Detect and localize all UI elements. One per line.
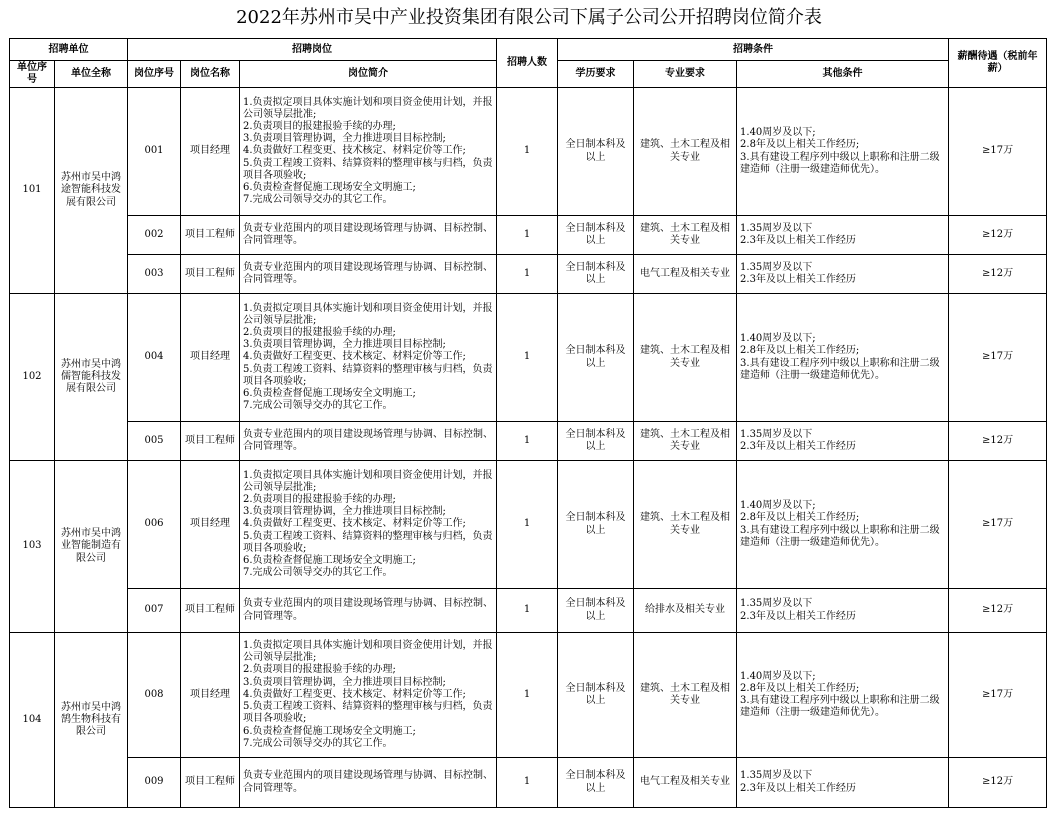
salary: ≥17万 bbox=[949, 461, 1047, 589]
education: 全日制本科及以上 bbox=[558, 88, 634, 216]
pos-name: 项目经理 bbox=[181, 461, 240, 589]
pos-desc: 1.负责拟定项目具体实施计划和项目资金使用计划，并报公司领导层批准; 2.负责项目的报建报验手续的办理; 3.负责项目管理协调，全力推进项目目标控制; 4.负责做好工程变更、技术核定、材料定价等工作; 5.负责工程竣工资料、结算资料的整理审核与归档，负责项目各项验收; 6.负责检查督促施工现场安全文明施工; 7.完成公司领导交办的其它工作。 bbox=[240, 461, 497, 589]
pos-no: 008 bbox=[128, 633, 181, 758]
pos-desc: 负责专业范围内的项目建设现场管理与协调、目标控制、合同管理等。 bbox=[240, 758, 497, 808]
table-row bbox=[10, 294, 1047, 422]
table-row bbox=[10, 589, 1047, 633]
headcount: 1 bbox=[497, 294, 558, 422]
education: 全日制本科及以上 bbox=[558, 461, 634, 589]
pos-desc: 负责专业范围内的项目建设现场管理与协调、目标控制、合同管理等。 bbox=[240, 216, 497, 255]
table-row bbox=[10, 758, 1047, 808]
pos-name: 项目经理 bbox=[181, 294, 240, 422]
pos-no: 005 bbox=[128, 422, 181, 461]
education: 全日制本科及以上 bbox=[558, 758, 634, 808]
pos-name: 项目工程师 bbox=[181, 255, 240, 294]
pos-no: 004 bbox=[128, 294, 181, 422]
header-position-group: 招聘岗位 bbox=[128, 39, 497, 61]
unit-name: 苏州市吴中鸿业智能制造有限公司 bbox=[55, 461, 128, 633]
header-salary: 薪酬待遇（税前年薪） bbox=[949, 39, 1047, 88]
pos-desc: 负责专业范围内的项目建设现场管理与协调、目标控制、合同管理等。 bbox=[240, 589, 497, 633]
education: 全日制本科及以上 bbox=[558, 255, 634, 294]
pos-no: 002 bbox=[128, 216, 181, 255]
header-education: 学历要求 bbox=[558, 61, 634, 88]
pos-desc: 负责专业范围内的项目建设现场管理与协调、目标控制、合同管理等。 bbox=[240, 422, 497, 461]
pos-desc: 1.负责拟定项目具体实施计划和项目资金使用计划，并报公司领导层批准; 2.负责项目的报建报验手续的办理; 3.负责项目管理协调，全力推进项目目标控制; 4.负责做好工程变更、技术核定、材料定价等工作; 5.负责工程竣工资料、结算资料的整理审核与归档，负责项目各项验收; 6.负责检查督促施工现场安全文明施工; 7.完成公司领导交办的其它工作。 bbox=[240, 88, 497, 216]
other-conditions: 1.40周岁及以下; 2.8年及以上相关工作经历; 3.具有建设工程序列中级以上职称和注册二级建造师（注册一级建造师优先）。 bbox=[737, 633, 949, 758]
header-headcount: 招聘人数 bbox=[497, 39, 558, 88]
major: 建筑、土木工程及相关专业 bbox=[634, 88, 737, 216]
other-conditions: 1.35周岁及以下 2.3年及以上相关工作经历 bbox=[737, 422, 949, 461]
pos-no: 007 bbox=[128, 589, 181, 633]
salary: ≥12万 bbox=[949, 589, 1047, 633]
page-title: 2022年苏州市吴中产业投资集团有限公司下属子公司公开招聘岗位简介表 bbox=[236, 7, 822, 28]
pos-desc: 1.负责拟定项目具体实施计划和项目资金使用计划，并报公司领导层批准; 2.负责项目的报建报验手续的办理; 3.负责项目管理协调，全力推进项目目标控制; 4.负责做好工程变更、技术核定、材料定价等工作; 5.负责工程竣工资料、结算资料的整理审核与归档，负责项目各项验收; 6.负责检查督促施工现场安全文明施工; 7.完成公司领导交办的其它工作。 bbox=[240, 633, 497, 758]
headcount: 1 bbox=[497, 461, 558, 589]
pos-desc: 1.负责拟定项目具体实施计划和项目资金使用计划，并报公司领导层批准; 2.负责项目的报建报验手续的办理; 3.负责项目管理协调，全力推进项目目标控制; 4.负责做好工程变更、技术核定、材料定价等工作; 5.负责工程竣工资料、结算资料的整理审核与归档，负责项目各项验收; 6.负责检查督促施工现场安全文明施工; 7.完成公司领导交办的其它工作。 bbox=[240, 294, 497, 422]
other-conditions: 1.35周岁及以下 2.3年及以上相关工作经历 bbox=[737, 255, 949, 294]
header-unit-name: 单位全称 bbox=[55, 61, 128, 88]
major: 电气工程及相关专业 bbox=[634, 758, 737, 808]
pos-name: 项目经理 bbox=[181, 88, 240, 216]
header-other: 其他条件 bbox=[737, 61, 949, 88]
major: 建筑、土木工程及相关专业 bbox=[634, 294, 737, 422]
education: 全日制本科及以上 bbox=[558, 589, 634, 633]
headcount: 1 bbox=[497, 255, 558, 294]
salary: ≥12万 bbox=[949, 758, 1047, 808]
table-body bbox=[10, 88, 1047, 808]
header-unit-no: 单位序号 bbox=[10, 61, 55, 88]
pos-no: 003 bbox=[128, 255, 181, 294]
unit-no: 102 bbox=[10, 294, 55, 461]
pos-name: 项目工程师 bbox=[181, 216, 240, 255]
salary: ≥17万 bbox=[949, 88, 1047, 216]
table-row bbox=[10, 255, 1047, 294]
salary: ≥12万 bbox=[949, 255, 1047, 294]
other-conditions: 1.35周岁及以下 2.3年及以上相关工作经历 bbox=[737, 758, 949, 808]
header-pos-no: 岗位序号 bbox=[128, 61, 181, 88]
table-row bbox=[10, 422, 1047, 461]
pos-desc: 负责专业范围内的项目建设现场管理与协调、目标控制、合同管理等。 bbox=[240, 255, 497, 294]
headcount: 1 bbox=[497, 758, 558, 808]
pos-name: 项目工程师 bbox=[181, 422, 240, 461]
headcount: 1 bbox=[497, 88, 558, 216]
other-conditions: 1.35周岁及以下 2.3年及以上相关工作经历 bbox=[737, 589, 949, 633]
education: 全日制本科及以上 bbox=[558, 633, 634, 758]
header-conditions-group: 招聘条件 bbox=[558, 39, 949, 61]
education: 全日制本科及以上 bbox=[558, 294, 634, 422]
table-header bbox=[10, 39, 1047, 88]
major: 建筑、土木工程及相关专业 bbox=[634, 422, 737, 461]
header-pos-name: 岗位名称 bbox=[181, 61, 240, 88]
table-row bbox=[10, 216, 1047, 255]
unit-no: 104 bbox=[10, 633, 55, 808]
education: 全日制本科及以上 bbox=[558, 216, 634, 255]
pos-name: 项目工程师 bbox=[181, 758, 240, 808]
unit-name: 苏州市吴中鸿途智能科技发展有限公司 bbox=[55, 88, 128, 294]
table-row bbox=[10, 88, 1047, 216]
salary: ≥17万 bbox=[949, 633, 1047, 758]
headcount: 1 bbox=[497, 216, 558, 255]
unit-name: 苏州市吴中鸿儒智能科技发展有限公司 bbox=[55, 294, 128, 461]
pos-no: 001 bbox=[128, 88, 181, 216]
headcount: 1 bbox=[497, 422, 558, 461]
other-conditions: 1.40周岁及以下; 2.8年及以上相关工作经历; 3.具有建设工程序列中级以上职称和注册二级建造师（注册一级建造师优先）。 bbox=[737, 461, 949, 589]
education: 全日制本科及以上 bbox=[558, 422, 634, 461]
major: 建筑、土木工程及相关专业 bbox=[634, 216, 737, 255]
unit-no: 101 bbox=[10, 88, 55, 294]
unit-name: 苏州市吴中鸿鹄生物科技有限公司 bbox=[55, 633, 128, 808]
other-conditions: 1.40周岁及以下; 2.8年及以上相关工作经历; 3.具有建设工程序列中级以上职称和注册二级建造师（注册一级建造师优先）。 bbox=[737, 294, 949, 422]
major: 给排水及相关专业 bbox=[634, 589, 737, 633]
pos-no: 009 bbox=[128, 758, 181, 808]
table-row bbox=[10, 633, 1047, 758]
other-conditions: 1.35周岁及以下 2.3年及以上相关工作经历 bbox=[737, 216, 949, 255]
salary: ≥12万 bbox=[949, 422, 1047, 461]
pos-name: 项目工程师 bbox=[181, 589, 240, 633]
major: 电气工程及相关专业 bbox=[634, 255, 737, 294]
header-unit-group: 招聘单位 bbox=[10, 39, 128, 61]
salary: ≥17万 bbox=[949, 294, 1047, 422]
unit-no: 103 bbox=[10, 461, 55, 633]
recruitment-table bbox=[9, 38, 1047, 808]
table-row bbox=[10, 461, 1047, 589]
header-major: 专业要求 bbox=[634, 61, 737, 88]
salary: ≥12万 bbox=[949, 216, 1047, 255]
pos-no: 006 bbox=[128, 461, 181, 589]
major: 建筑、土木工程及相关专业 bbox=[634, 461, 737, 589]
header-pos-desc: 岗位简介 bbox=[240, 61, 497, 88]
headcount: 1 bbox=[497, 589, 558, 633]
major: 建筑、土木工程及相关专业 bbox=[634, 633, 737, 758]
headcount: 1 bbox=[497, 633, 558, 758]
pos-name: 项目经理 bbox=[181, 633, 240, 758]
other-conditions: 1.40周岁及以下; 2.8年及以上相关工作经历; 3.具有建设工程序列中级以上职称和注册二级建造师（注册一级建造师优先）。 bbox=[737, 88, 949, 216]
